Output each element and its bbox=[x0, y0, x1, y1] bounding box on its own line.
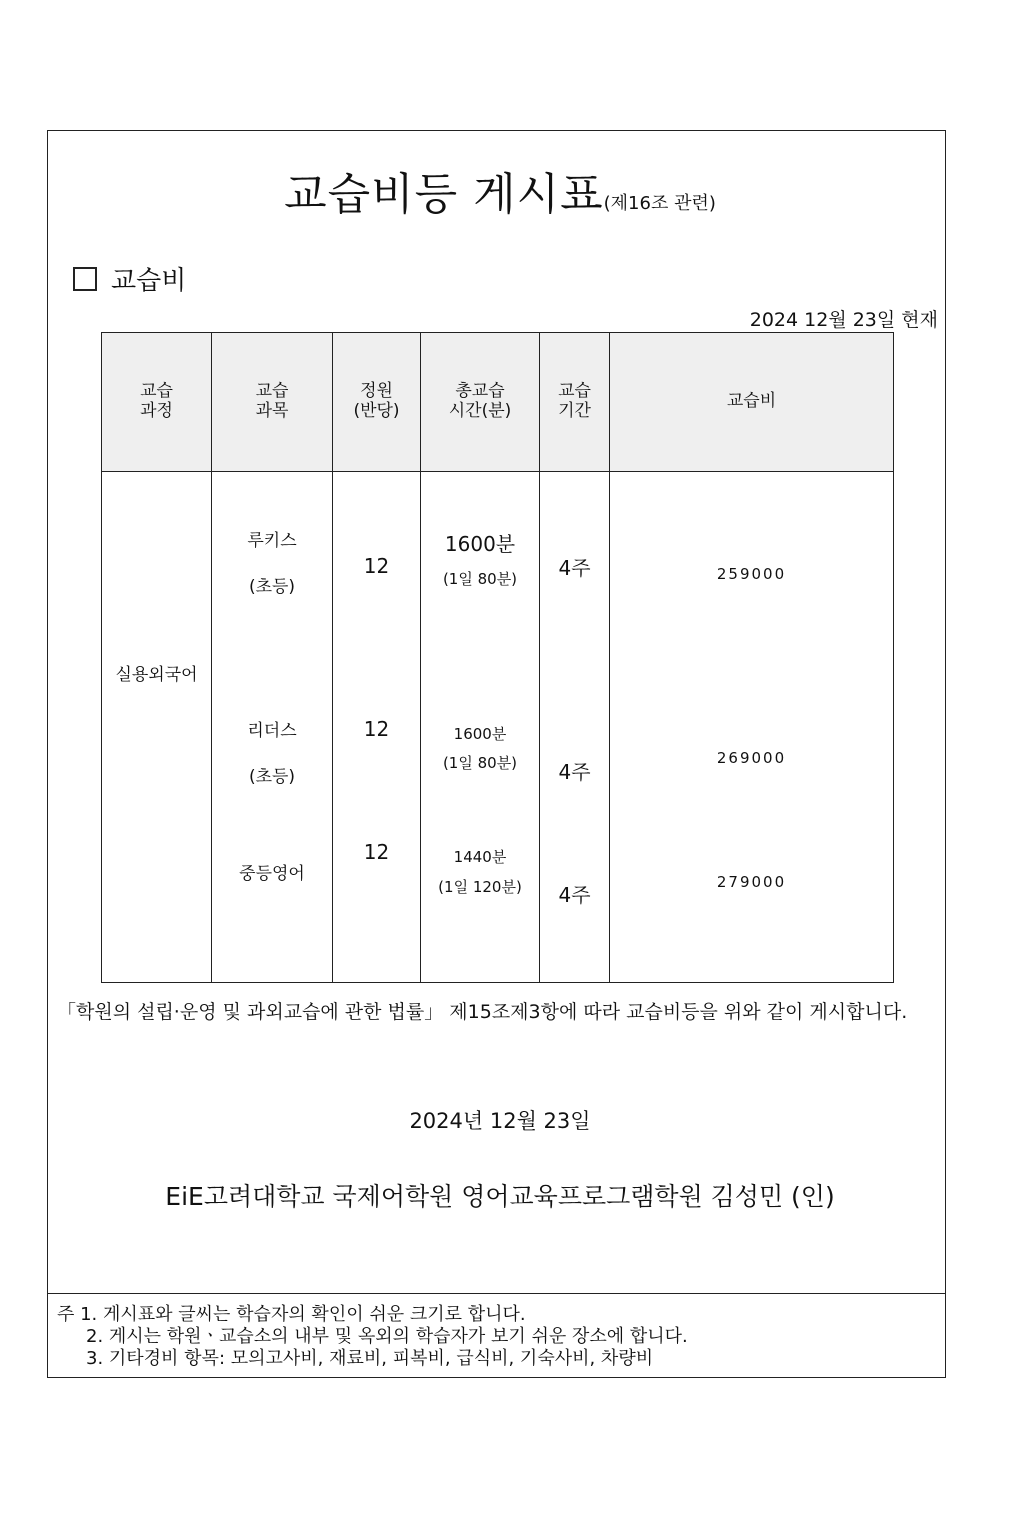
fee-3: 279000 bbox=[716, 873, 787, 891]
capacity-2: 12 bbox=[363, 717, 390, 741]
total-time-column bbox=[421, 472, 540, 983]
as-of-date: 2024 12월 23일 현재 bbox=[749, 309, 938, 331]
subject-2-note: (초등) bbox=[248, 767, 296, 787]
issue-date: 2024년 12월 23일 bbox=[409, 1109, 591, 1133]
section-heading bbox=[73, 260, 186, 297]
fee-2: 269000 bbox=[716, 749, 787, 767]
header-period: 교습 기간 bbox=[540, 333, 610, 472]
header-capacity: 정원 (반당) bbox=[333, 333, 421, 472]
subject-1: 루키스 bbox=[247, 531, 297, 551]
period-column bbox=[540, 472, 610, 983]
daily-time-1: (1일 80분) bbox=[442, 570, 518, 588]
notes-block bbox=[57, 1304, 688, 1370]
period-3: 4주 bbox=[558, 883, 591, 907]
subject-1-note: (초등) bbox=[248, 577, 296, 597]
daily-time-2: (1일 80분) bbox=[442, 754, 518, 772]
course-name: 실용외국어 bbox=[115, 665, 198, 685]
header-subject: 교습 과목 bbox=[212, 333, 333, 472]
title-main: 교습비등 게시표 bbox=[284, 169, 604, 220]
capacity-3: 12 bbox=[363, 840, 390, 864]
table-row bbox=[102, 472, 894, 983]
notes-divider bbox=[47, 1293, 946, 1294]
fee-column bbox=[610, 472, 894, 983]
subject-column bbox=[212, 472, 333, 983]
daily-time-3: (1일 120분) bbox=[438, 878, 522, 896]
issuer-signature-line: EiE고려대학교 국제어학원 영어교육프로그램학원 김성민 (인) bbox=[165, 1182, 835, 1211]
fee-1: 259000 bbox=[716, 565, 787, 583]
note-1: 주 1. 게시표와 글씨는 학습자의 확인이 쉬운 크기로 합니다. bbox=[57, 1304, 526, 1325]
note-3: 3. 기타경비 항목: 모의고사비, 재료비, 피복비, 급식비, 기숙사비, 차량비 bbox=[86, 1348, 654, 1369]
period-1: 4주 bbox=[558, 556, 591, 580]
legal-paragraph: 「학원의 설립·운영 및 과외교습에 관한 법률」 제15조제3항에 따라 교습비등을 위와 같이 게시합니다. bbox=[57, 1001, 908, 1023]
document-title bbox=[0, 158, 1000, 222]
header-course: 교습 과정 bbox=[102, 333, 212, 472]
total-time-2: 1600분 bbox=[453, 725, 507, 743]
subject-3: 중등영어 bbox=[239, 864, 305, 884]
header-total-time: 총교습 시간(분) bbox=[421, 333, 540, 472]
title-sub: (제16조 관련) bbox=[603, 193, 716, 214]
fee-table bbox=[101, 332, 894, 983]
note-2: 2. 게시는 학원ㆍ교습소의 내부 및 옥외의 학습자가 보기 쉬운 장소에 합니다. bbox=[86, 1326, 688, 1347]
checkbox-square-icon bbox=[73, 267, 97, 291]
course-cell bbox=[102, 472, 212, 983]
section-label: 교습비 bbox=[111, 266, 187, 296]
subject-2: 리더스 bbox=[247, 721, 297, 741]
total-time-1: 1600분 bbox=[444, 532, 516, 556]
period-2: 4주 bbox=[558, 760, 591, 784]
header-fee: 교습비 bbox=[610, 333, 894, 472]
capacity-1: 12 bbox=[363, 554, 390, 578]
capacity-column bbox=[333, 472, 421, 983]
total-time-3: 1440분 bbox=[453, 848, 507, 866]
table-header-row bbox=[102, 333, 894, 472]
